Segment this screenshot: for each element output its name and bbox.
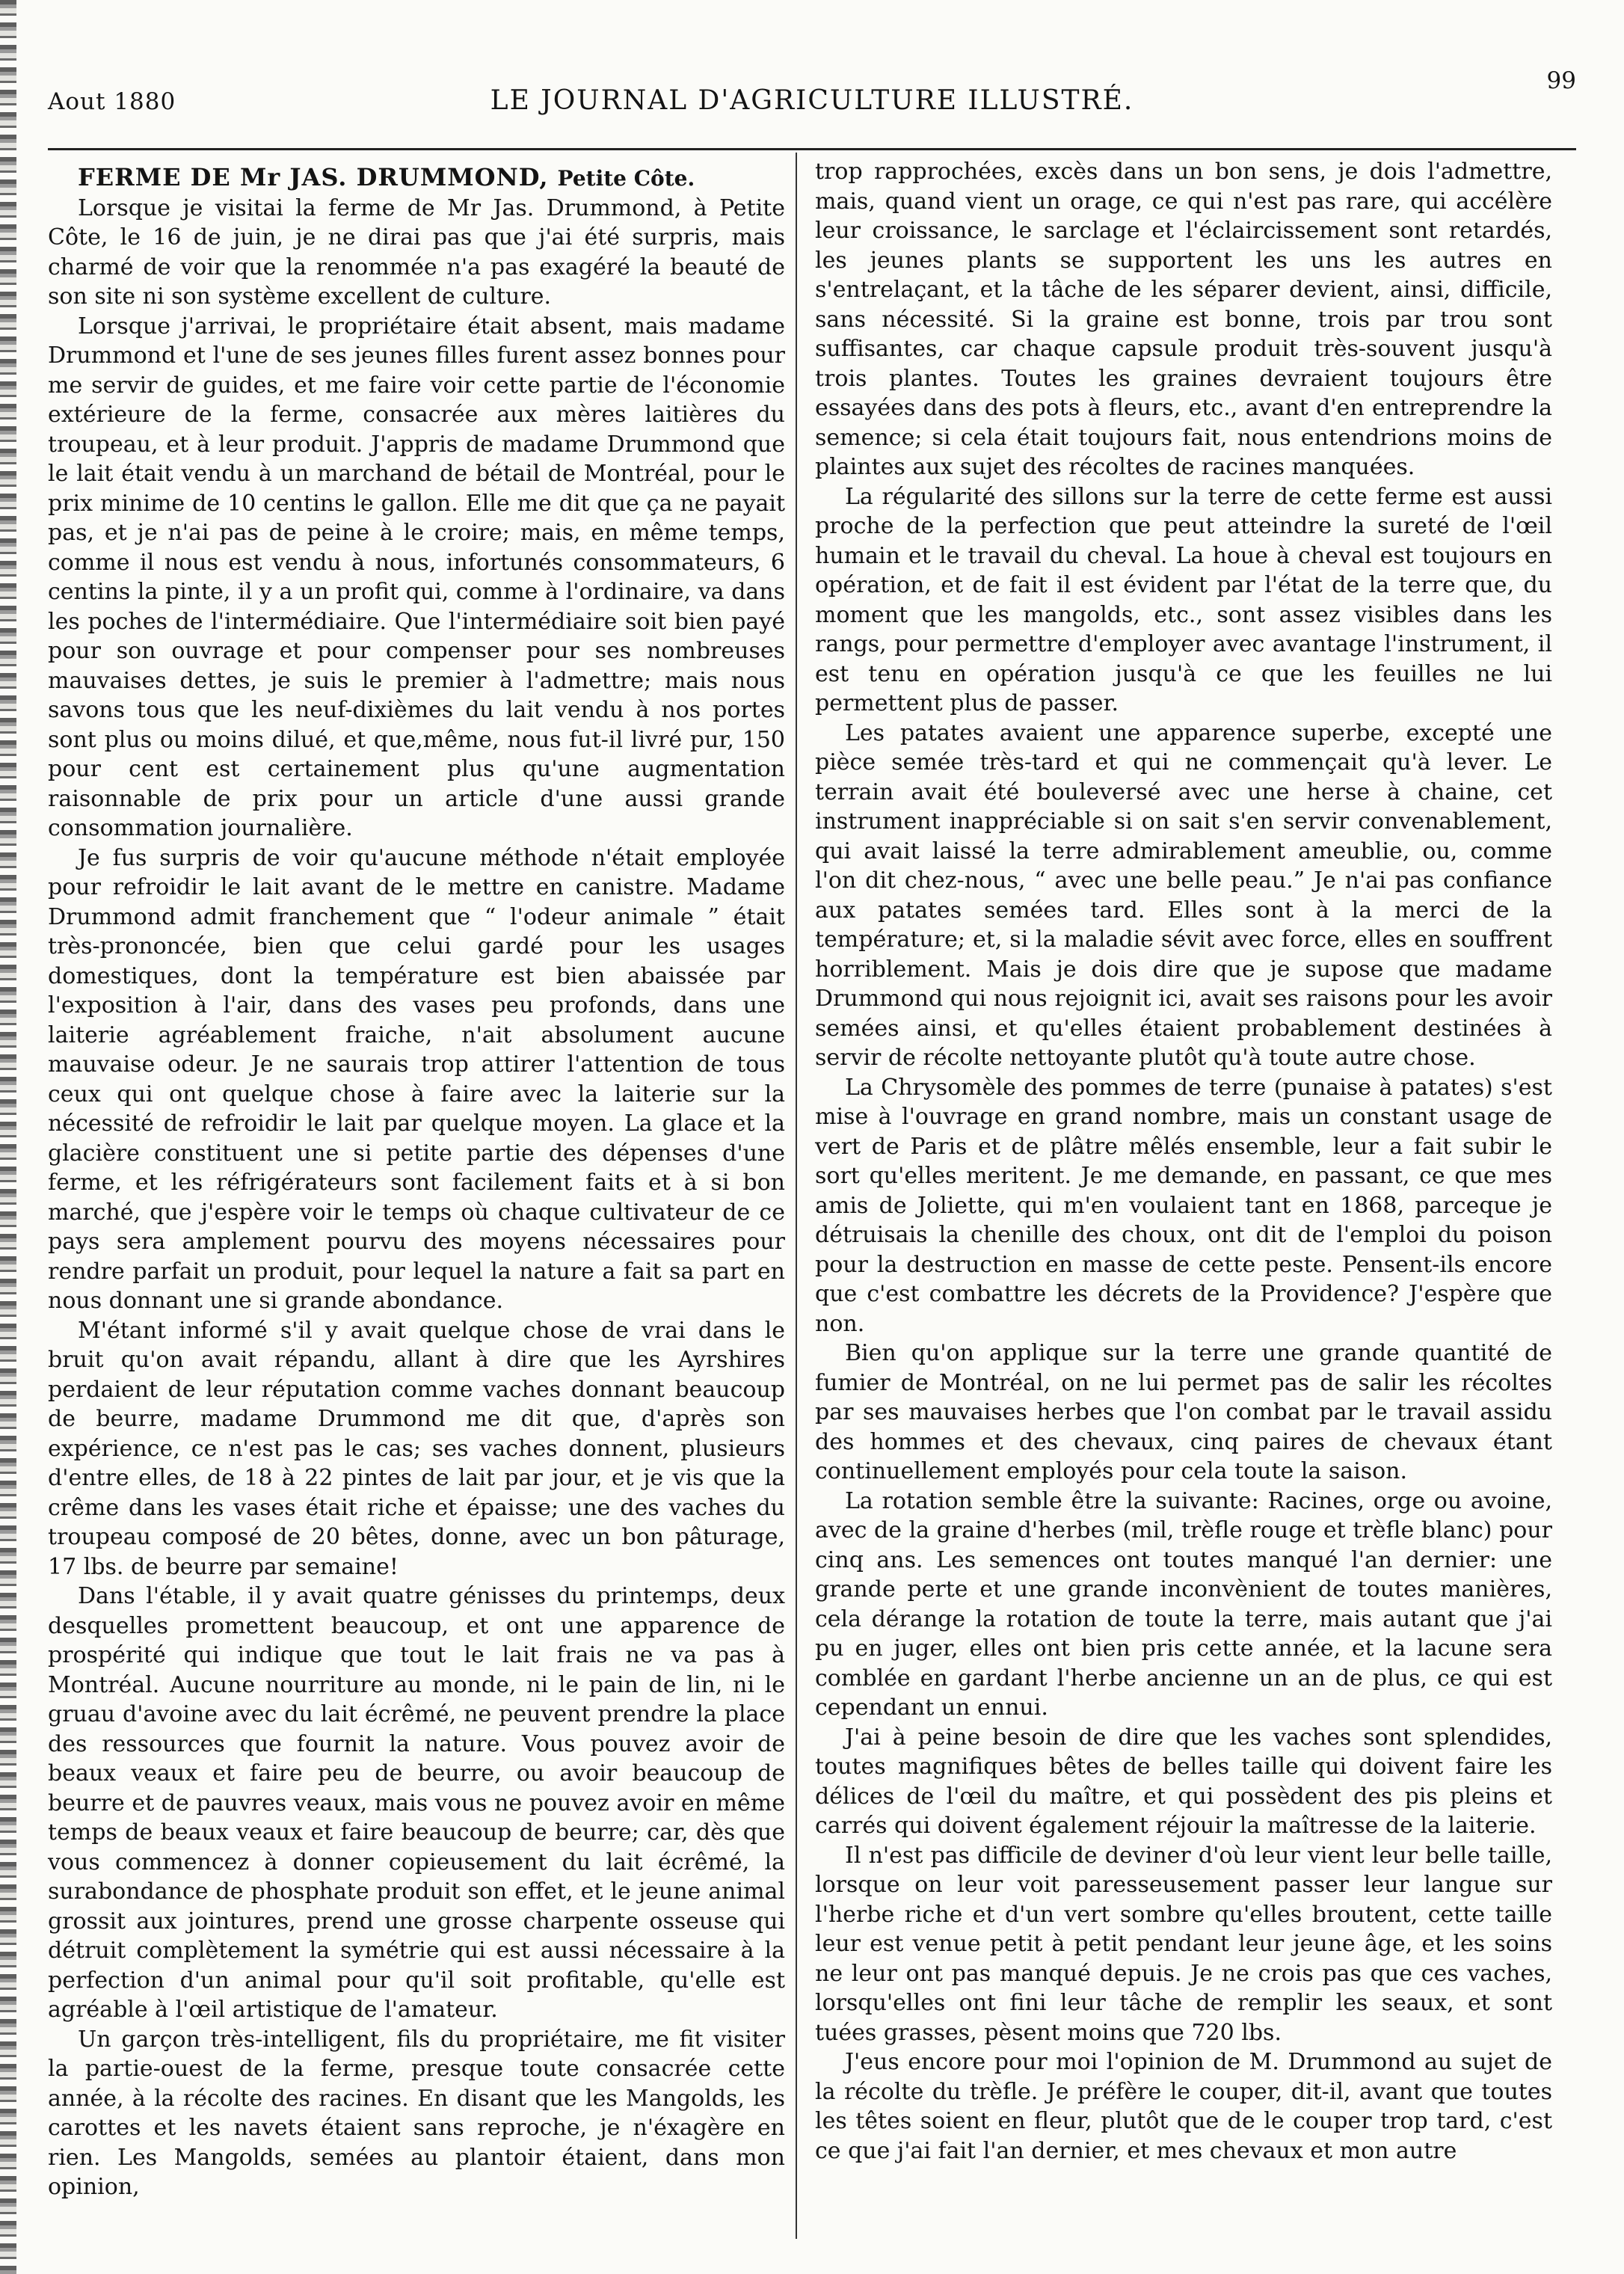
paragraph-continued: trop rapprochées, excès dans un bon sens, je dois l'admettre, mais, quand vient un orage, ce qui n'est pas rare, qui accélère leur croissance, le sarclage et l'éclaircissement sont retardés, les jeunes plants se supportent les uns les autres en s'entrelaçant, et la tâche de les séparer devient, ainsi, difficile, sans nécessité. Si la graine est bonne, trois par trou sont suffisantes, car chaque capsule produit très-souvent jusqu'à trois plantes. Toutes les graines devraient toujours être essayées dans des pots à fleurs, etc., avant d'en entreprendre la semence; si cela était toujours fait, nous entendrions moins de plaintes aux sujet des récoltes de racines manquées. <box>815 159 1552 480</box>
page-binding-edge <box>0 0 16 2274</box>
header-rule <box>48 148 1576 150</box>
paragraph: Je fus surpris de voir qu'aucune méthode n'était employée pour refroidir le lait avant de le mettre en canistre. Madame Drummond admit franchement que “ l'odeur animale ” était très-prononcée, bien que celui gardé pour les usages domestiques, dont la température est bien abaissée par l'exposition à l'air, dans des vases peu profonds, dans une laiterie agréablement fraiche, n'ait absolument aucune mauvaise odeur. Je ne saurais trop attirer l'attention de tous ceux qui ont quelque chose à faire avec la laiterie sur la nécessité de refroidir le lait par quelque moyen. La glace et la glacière constituent une si petite partie des dépenses d'une ferme, et les réfrigérateurs sont facilement faits et à si bon marché, que j'espère voir le temps où chaque cultivateur de ce pays sera amplement pourvu des moyens nécessaires pour rendre parfait un produit, pour lequel la nature a fait sa part en nous donnant une si grande abondance. <box>48 844 785 1314</box>
article-title <box>48 163 785 194</box>
issue-date: Aout 1880 <box>48 88 176 115</box>
article-title-main: FERME DE Mr JAS. DRUMMOND, <box>78 163 549 191</box>
paragraph: J'ai à peine besoin de dire que les vaches sont splendides, toutes magnifiques bêtes de belles taille qui doivent faire les délices de l'œil du maître, et qui possèdent des pis pleins et carrés qui doivent également réjouir la maîtresse de la laiterie. <box>815 1724 1552 1839</box>
journal-title: LE JOURNAL D'AGRICULTURE ILLUSTRÉ. <box>490 85 1134 116</box>
paragraph: Bien qu'on applique sur la terre une grande quantité de fumier de Montréal, on ne lui permet pas de salir les récoltes par ses mauvaises herbes que l'on combat par le travail assidu des hommes et des chevaux, cinq paires de chevaux étant continuellement employés pour cela toute la saison. <box>815 1340 1552 1484</box>
article-title-place: Petite Côte. <box>557 166 695 191</box>
paragraph: Il n'est pas difficile de deviner d'où leur vient leur belle taille, lorsque on leur voit paresseusement passer leur langue sur l'herbe riche et d'un vert sombre qu'elles broutent, cette taille leur est venue petit à petit pendant leur jeune âge, et les soins ne leur ont pas manqué depuis. Je ne crois pas que ces vaches, lorsqu'elles ont fini leur tâche de remplir les seaux, et sont tuées grasses, pèsent moins que 720 lbs. <box>815 1842 1552 2046</box>
paragraph: Dans l'étable, il y avait quatre génisses du printemps, deux desquelles promettent beaucoup, et ont une apparence de prospérité qui indique que tout le lait frais ne va pas à Montréal. Aucune nourriture au monde, ni le pain de lin, ni le gruau d'avoine avec du lait écrêmé, ne peuvent prendre la place des ressources que fournit la nature. Vous pouvez avoir de beaux veaux et faire peu de beurre, ou avoir beaucoup de beurre et de pauvres veaux, mais vous ne pouvez avoir en même temps de beaux veaux et faire beaucoup de beurre; car, dès que vous commencez à donner copieusement du lait écrêmé, la surabondance de phosphate produit son effet, et le jeune animal grossit aux jointures, prend une grosse charpente osseuse qui détruit complètement la symétrie qui est aussi nécessaire à la perfection d'un animal pour qu'il soit profitable, qu'elle est agréable à l'œil artistique de l'amateur. <box>48 1583 785 2023</box>
page-number: 99 <box>1546 67 1576 94</box>
paragraph: La régularité des sillons sur la terre de cette ferme est aussi proche de la perfection que peut atteindre la sureté de l'œil humain et le travail du cheval. La houe à cheval est toujours en opération, et de fait il est évident par l'état de la terre que, du moment que les mangolds, etc., sont assez visibles dans les rangs, pour permettre d'employer avec avantage l'instrument, il est tenu en opération jusqu'à ce que les feuilles ne lui permettent plus de passer. <box>815 483 1552 716</box>
right-column <box>815 157 1552 2166</box>
column-divider <box>796 153 797 2239</box>
left-column <box>48 157 785 2202</box>
paragraph: Un garçon très-intelligent, fils du propriétaire, me fit visiter la partie-ouest de la ferme, presque toute consacrée cette année, à la récolte des racines. En disant que les Mangolds, les carottes et les navets étaient sans reproche, je n'éxagère en rien. Les Mangolds, semées au plantoir étaient, dans mon opinion, <box>48 2026 785 2200</box>
paragraph: J'eus encore pour moi l'opinion de M. Drummond au sujet de la récolte du trèfle. Je préfère le couper, dit-il, avant que toutes les têtes soient en fleur, plutôt que de le couper trop tard, c'est ce que j'ai fait l'an dernier, et mes chevaux et mon autre <box>815 2049 1552 2164</box>
paragraph: Lorsque j'arrivai, le propriétaire était absent, mais madame Drummond et l'une de ses jeunes filles furent assez bonnes pour me servir de guides, et me faire voir cette partie de l'économie extérieure de la ferme, consacrée aux mères laitières du troupeau, et à leur produit. J'appris de madame Drummond que le lait était vendu à un marchand de bétail de Montréal, pour le prix minime de 10 centins le gallon. Elle me dit que ça ne payait pas, et je n'ai pas de peine à le croire; mais, en même temps, comme il nous est vendu à nous, infortunés consommateurs, 6 centins la pinte, il y a un profit qui, comme à l'ordinaire, va dans les poches de l'intermédiaire. Que l'intermédiaire soit bien payé pour son ouvrage et pour compenser pour ses nombreuses mauvaises dettes, je suis le premier à l'admettre; mais nous savons tous que les neuf-dixièmes du lait vendu à nos portes sont plus ou moins dilué, et que,même, nous fut-il livré pur, 150 pour cent est certainement plus qu'une augmentation raisonnable de prix pour un article d'une aussi grande consommation journalière. <box>48 313 785 841</box>
paragraph: M'étant informé s'il y avait quelque chose de vrai dans le bruit qu'on avait répandu, allant à dire que les Ayrshires perdaient de leur réputation comme vaches donnant beaucoup de beurre, madame Drummond me dit que, d'après son expérience, ce n'est pas le cas; ses vaches donnent, plusieurs d'entre elles, de 18 à 22 pintes de lait par jour, et je vis que la crême dans les vases était riche et épaisse; une des vaches du troupeau composé de 20 bêtes, donne, avec un bon pâturage, 17 lbs. de beurre par semaine! <box>48 1317 785 1580</box>
paragraph: La Chrysomèle des pommes de terre (punaise à patates) s'est mise à l'ouvrage en grand nombre, mais un constant usage de vert de Paris et de plâtre mêlés ensemble, leur a fait subir le sort qu'elles meritent. Je me demande, en passant, ce que mes amis de Joliette, qui m'en voulaient tant en 1868, parceque je détruisais la chenille des choux, ont dit de l'emploi du poison pour la destruction en masse de cette peste. Pensent-ils encore que c'est combattre les décrets de la Providence? J'espère que non. <box>815 1074 1552 1337</box>
page-header <box>48 66 1576 118</box>
paragraph: Les patates avaient une apparence superbe, excepté une pièce semée très-tard et qui ne commençait qu'à lever. Le terrain avait été bouleversé avec une herse à chaine, cet instrument inappréciable si on sait s'en servir convenablement, qui avait laissé la terre admirablement ameublie, ou, comme l'on dit chez-nous, “ avec une belle peau.” Je n'ai pas confiance aux patates semées tard. Elles sont à la merci de la température; et, si la maladie sévit avec force, elles en souffrent horriblement. Mais je dois dire que je supose que madame Drummond qui nous rejoignit ici, avait ses raisons pour les avoir semées ainsi, et qu'elles étaient probablement destinées à servir de récolte nettoyante plutôt qu'à toute autre chose. <box>815 719 1552 1071</box>
paragraph: Lorsque je visitai la ferme de Mr Jas. Drummond, à Petite Côte, le 16 de juin, je ne dirai pas que j'ai été surpris, mais charmé de voir que la renommée n'a pas exagéré la beauté de son site ni son système excellent de culture. <box>48 194 785 310</box>
paragraph: La rotation semble être la suivante: Racines, orge ou avoine, avec de la graine d'herbes (mil, trèfle rouge et trèfle blanc) pour cinq ans. Les semences ont toutes manqué l'an dernier: une grande perte et une grande inconvènient de toutes manières, cela dérange la rotation de toute la terre, mais autant que j'ai pu en juger, elles ont bien pris cette année, et la lacune sera comblée en gardant l'herbe ancienne un an de plus, ce qui est cependant un ennui. <box>815 1487 1552 1721</box>
